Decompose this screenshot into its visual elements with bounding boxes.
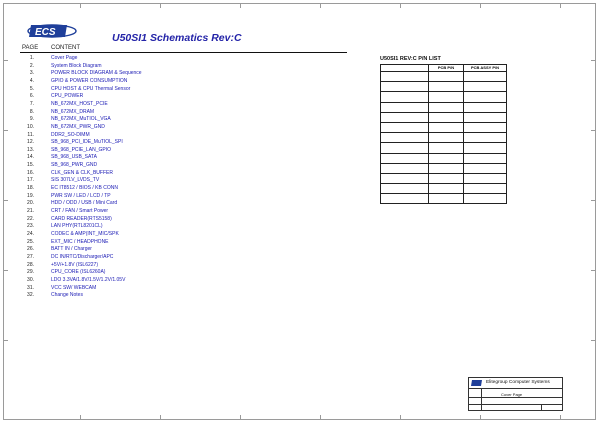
ecs-small-logo — [471, 379, 483, 387]
pin-list-cell — [381, 82, 429, 92]
toc-page-number: 6. — [29, 93, 34, 100]
pin-list-cell — [429, 82, 464, 92]
toc-content-link[interactable]: SB_968_PWR_GND — [51, 162, 98, 169]
frame-tick — [3, 60, 8, 61]
pin-list-row — [381, 153, 507, 163]
frame-tick — [3, 340, 8, 341]
pin-list-cell — [381, 153, 429, 163]
pin-list-row — [381, 72, 507, 82]
pin-list-cell — [429, 143, 464, 153]
pin-list-row — [381, 112, 507, 122]
pin-list-cell — [464, 72, 507, 82]
toc-page-number: 13. — [27, 146, 34, 153]
frame-tick — [591, 130, 596, 131]
toc-content-link[interactable]: DC IN/RTC/Discharger/APC — [51, 253, 114, 260]
toc-content-link[interactable]: System Block Diagram — [51, 62, 102, 69]
toc-page-number: 25. — [27, 238, 34, 245]
ecs-logo — [27, 22, 77, 39]
pin-list-cell — [464, 112, 507, 122]
title-block-divider — [469, 388, 562, 389]
toc-content-link[interactable]: CARD READER(RTS5158) — [51, 215, 112, 222]
title-block-divider — [541, 404, 542, 411]
title-block-divider — [469, 404, 562, 405]
toc-content-link[interactable]: CPU HOST & CPU Thermal Sensor — [51, 85, 131, 92]
toc-page-number: 32. — [27, 292, 34, 299]
pin-list-cell — [464, 122, 507, 132]
title-block-divider — [481, 388, 482, 411]
toc-page-number: 16. — [27, 169, 34, 176]
pin-list-cell — [429, 194, 464, 204]
pin-list-row — [381, 102, 507, 112]
frame-tick — [3, 270, 8, 271]
pin-list-cell — [381, 163, 429, 173]
pin-list-cell — [464, 92, 507, 102]
pin-list-cell — [429, 163, 464, 173]
toc-content-link[interactable]: LAN PHY(RTL8201CL) — [51, 223, 103, 230]
toc-page-number: 15. — [27, 162, 34, 169]
pin-list-row — [381, 82, 507, 92]
frame-tick — [591, 60, 596, 61]
pin-list-cell — [464, 153, 507, 163]
pin-list-cell — [381, 173, 429, 183]
frame-tick — [80, 3, 81, 8]
toc-page-number: 19. — [27, 192, 34, 199]
toc-page-number: 23. — [27, 223, 34, 230]
title-block-divider — [469, 397, 562, 398]
toc-content-link[interactable]: CPU_POWER — [51, 93, 84, 100]
frame-tick — [591, 270, 596, 271]
toc-page-number: 11. — [27, 131, 34, 138]
frame-tick — [400, 415, 401, 420]
pin-list-header-cell: PCB P/N — [429, 65, 464, 72]
toc-content-link[interactable]: SB_968_PCI_IDE_MuTIOL_SPI — [51, 139, 123, 146]
toc-page-number: 17. — [27, 177, 34, 184]
toc-content-link[interactable]: Cover Page — [51, 55, 78, 61]
frame-tick — [80, 415, 81, 420]
frame-tick — [591, 200, 596, 201]
frame-tick — [591, 340, 596, 341]
pin-list-cell — [381, 92, 429, 102]
page-column-header: PAGE — [22, 45, 39, 51]
toc-content-link[interactable]: POWER BLOCK DIAGRAM & Sequence — [51, 70, 142, 77]
pin-list-cell — [381, 133, 429, 143]
pin-list-title: U50SI1 REV:C P/N LIST — [380, 56, 441, 62]
toc-page-number: 21. — [27, 208, 34, 214]
pin-list-cell — [381, 112, 429, 122]
pin-list-cell — [464, 173, 507, 183]
toc-content-link[interactable]: NB_672MX_PWR_GND — [51, 123, 105, 130]
page-title: Cover Page — [501, 392, 523, 397]
toc-content-link[interactable]: GPIO & POWER CONSUMPTION — [51, 77, 128, 84]
frame-tick — [320, 3, 321, 8]
toc-content-link[interactable]: CRT / FAN / Smart Power — [51, 208, 109, 214]
toc-content-link[interactable]: BATT IN / Charger — [51, 246, 92, 253]
frame-tick — [3, 200, 8, 201]
title-block — [468, 377, 563, 411]
toc-page-number: 12. — [27, 139, 34, 146]
toc-page-number: 7. — [29, 100, 34, 107]
toc-page-number: 22. — [27, 215, 34, 222]
pin-list-cell — [464, 133, 507, 143]
pin-list-cell — [381, 122, 429, 132]
pin-list-table — [380, 64, 507, 204]
toc-content-link[interactable]: PWR SW / LED / LCD / TP — [51, 192, 111, 199]
schematic-title: U50SI1 Schematics Rev:C — [112, 32, 242, 44]
logo-text: ECS — [35, 27, 56, 38]
toc-page-number: 31. — [27, 284, 34, 291]
toc-content-link[interactable]: DDR2_SO-DIMM — [51, 131, 90, 138]
toc-page-number: 26. — [27, 246, 34, 253]
pin-list-row — [381, 133, 507, 143]
toc-page-number: 27. — [27, 253, 34, 260]
pin-list-cell — [381, 184, 429, 194]
pin-list-cell — [429, 173, 464, 183]
pin-list-cell — [464, 143, 507, 153]
pin-list-row — [381, 92, 507, 102]
pin-list-row — [381, 122, 507, 132]
pin-list-cell — [381, 194, 429, 204]
toc-page-number: 14. — [27, 154, 34, 161]
toc-content-link[interactable]: SB_968_USB_SATA — [51, 154, 97, 161]
toc-content-link[interactable]: CPU_CORE (ISL6260A) — [51, 269, 106, 276]
toc-content-link[interactable]: NB_672MX_MuTIOL_VGA — [51, 116, 111, 123]
pin-list-cell — [464, 194, 507, 204]
pin-list-cell — [429, 92, 464, 102]
toc-content-link[interactable]: CLK_GEN & CLK_BUFFER — [51, 169, 113, 176]
pin-list-cell — [429, 133, 464, 143]
frame-tick — [240, 3, 241, 8]
toc-page-number: 29. — [27, 269, 34, 276]
pin-list-header-cell: PCB ASSY P/N — [464, 65, 507, 72]
toc-page-number: 5. — [29, 85, 34, 92]
header-rule — [20, 52, 347, 53]
pin-list-cell — [464, 82, 507, 92]
pin-list-cell — [429, 122, 464, 132]
pin-list-cell — [429, 102, 464, 112]
toc-content-link[interactable]: SIS 307LV_LVDS_TV — [51, 177, 100, 184]
pin-list-row — [381, 184, 507, 194]
toc-page-number: 20. — [27, 200, 34, 207]
pin-list-header-cell — [381, 65, 429, 72]
pin-list-cell — [464, 184, 507, 194]
toc-page-number: 10. — [27, 123, 34, 130]
toc-page-number: 9. — [29, 116, 34, 123]
pin-list-cell — [429, 72, 464, 82]
pin-list-cell — [464, 163, 507, 173]
pin-list-cell — [429, 112, 464, 122]
toc-page-number: 28. — [27, 261, 34, 268]
toc-content-link[interactable]: NB_672MX_HOST_PCIE — [51, 100, 108, 107]
content-column-header: CONTENT — [51, 45, 80, 51]
frame-tick — [560, 415, 561, 420]
toc-content-link[interactable]: CODEC & AMP(INT_MIC/SPK — [51, 230, 119, 237]
toc-content-link[interactable]: +5V/+1.8V (ISL6227) — [51, 261, 98, 268]
frame-tick — [480, 3, 481, 8]
pin-list-cell — [464, 102, 507, 112]
toc-content-link[interactable]: SB_968_PCIE_LAN_GPIO — [51, 146, 112, 153]
toc-page-number: 18. — [27, 185, 34, 192]
pin-list-cell — [429, 184, 464, 194]
toc-page-number: 1. — [29, 55, 34, 61]
toc-content-link[interactable]: NB_672MX_DRAM — [51, 108, 95, 115]
toc-page-number: 3. — [29, 70, 34, 77]
toc-content-link[interactable]: Change Notes — [51, 292, 83, 299]
toc-page-number: 4. — [29, 77, 34, 84]
frame-tick — [160, 3, 161, 8]
toc-page-number: 8. — [29, 108, 34, 115]
pin-list-cell — [381, 102, 429, 112]
toc-content-link[interactable]: HDD / ODD / USB / Mini Card — [51, 200, 118, 207]
company-name: Elitegroup Computer Systems — [486, 380, 550, 385]
toc-content-link[interactable]: VCC SW/ WEBCAM — [51, 284, 97, 291]
toc-content-link[interactable]: LDO 3.3VA/1.8V/1.5V/1.2V/1.05V — [51, 276, 126, 283]
frame-tick — [3, 130, 8, 131]
pin-list-header-row — [381, 65, 507, 72]
pin-list-row — [381, 173, 507, 183]
frame-tick — [400, 3, 401, 8]
frame-tick — [160, 415, 161, 420]
toc-page-number: 24. — [27, 230, 34, 237]
toc-content-link[interactable]: EXT_MIC / HEADPHONE — [51, 238, 109, 245]
pin-list-cell — [429, 153, 464, 163]
pin-list-row — [381, 163, 507, 173]
frame-tick — [320, 415, 321, 420]
frame-tick — [240, 415, 241, 420]
pin-list-cell — [381, 143, 429, 153]
pin-list-row — [381, 143, 507, 153]
toc-page-number: 2. — [29, 62, 34, 69]
toc-page-number: 30. — [27, 276, 34, 283]
toc-content-link[interactable]: EC IT8512 / BIOS / KB CONN — [51, 185, 118, 192]
frame-tick — [480, 415, 481, 420]
pin-list-cell — [381, 72, 429, 82]
frame-tick — [560, 3, 561, 8]
pin-list-row — [381, 194, 507, 204]
